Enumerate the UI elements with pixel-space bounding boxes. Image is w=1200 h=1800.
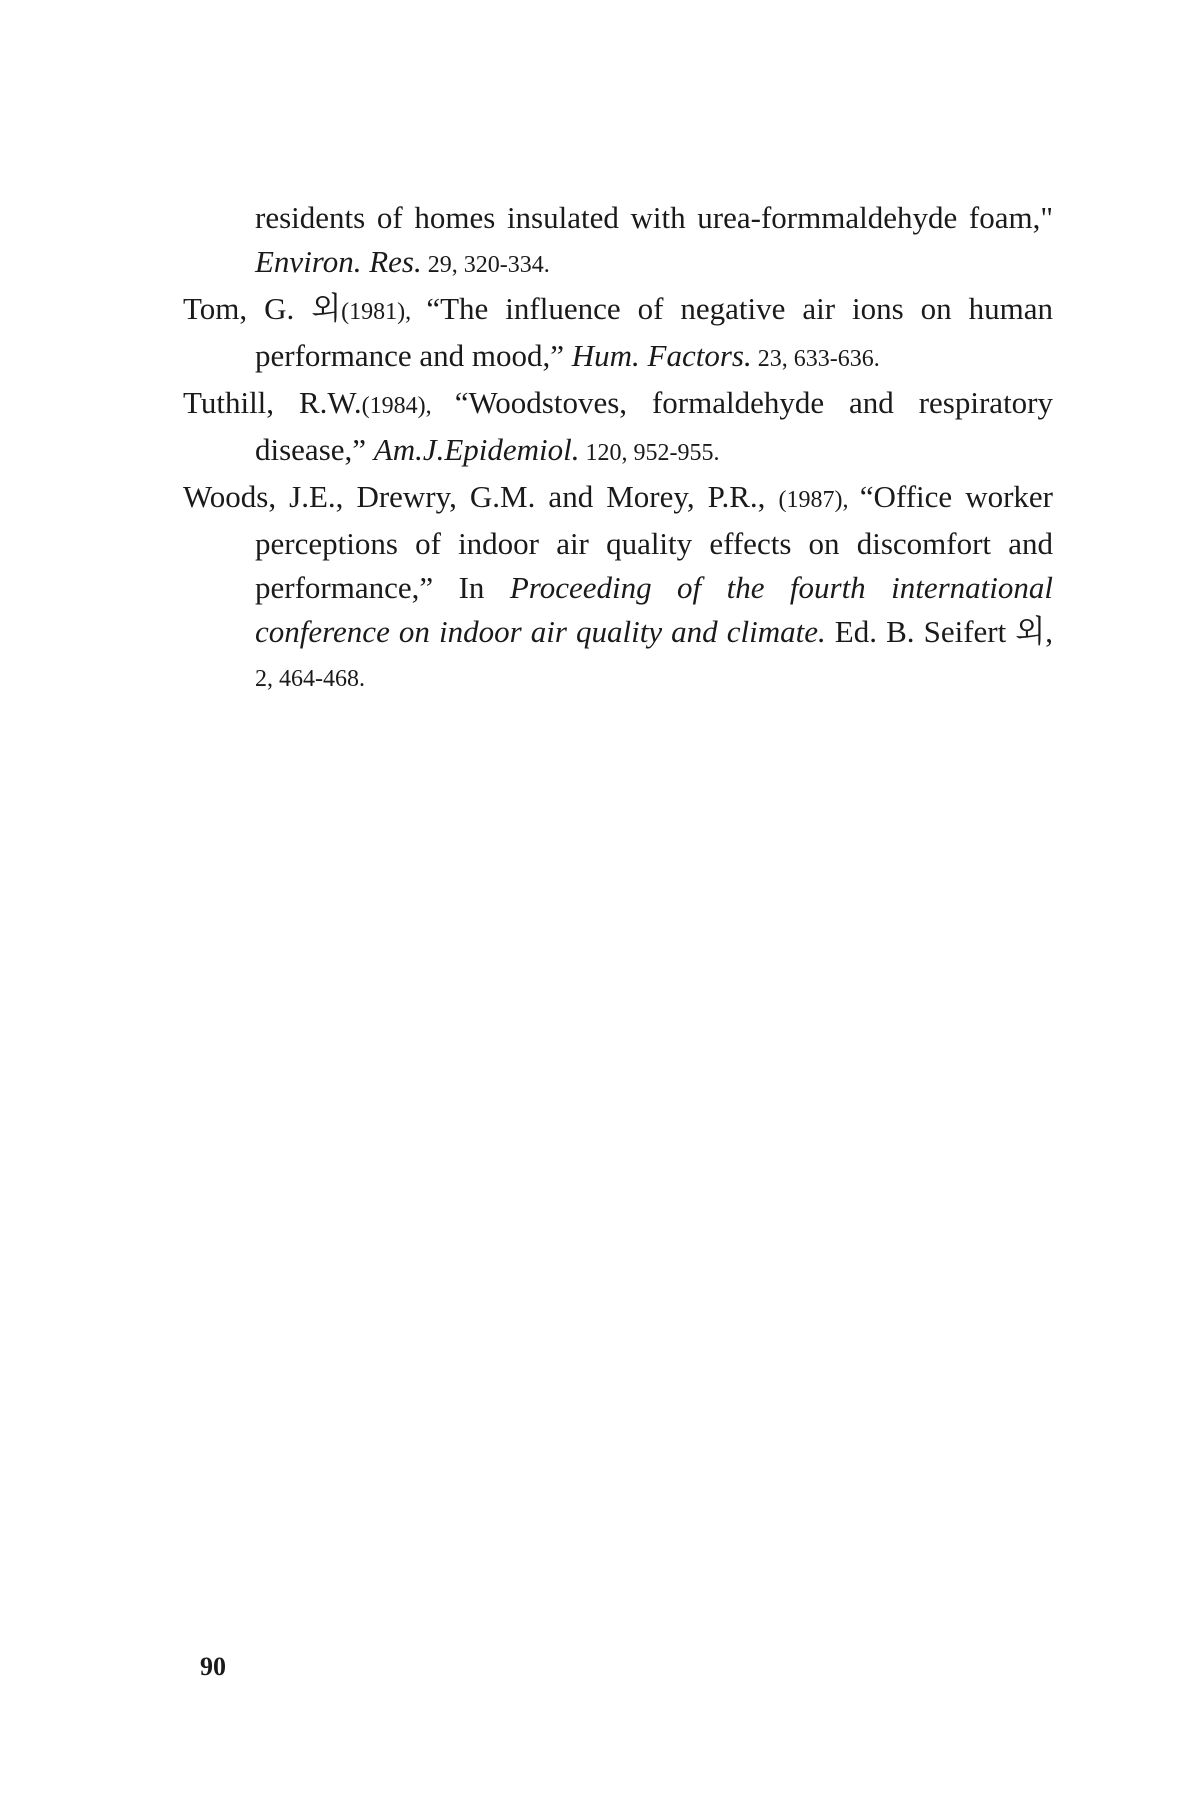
journal-name: Environ. Res. — [255, 244, 422, 279]
reference-authors: Tom, G. 외 — [183, 291, 342, 326]
reference-year: (1987), — [778, 487, 860, 513]
book-title: Proceeding of the fourth international conference on indoor air quality and climate. — [255, 570, 1054, 649]
page-number: 90 — [200, 1652, 226, 1681]
journal-details: 29, 320-334. — [421, 252, 550, 278]
reference-authors: Tuthill, R.W. — [183, 385, 362, 420]
reference-entry-tom — [183, 287, 1053, 381]
reference-list — [183, 196, 1053, 701]
journal-details: 2, 464-468. — [255, 666, 365, 692]
reference-entry-tuthill — [183, 381, 1053, 475]
reference-title: “Woodstoves, formaldehyde and respiratory disease,” — [255, 385, 1054, 467]
reference-authors: Woods, J.E., Drewry, G.M. and Morey, P.R., — [183, 479, 779, 514]
reference-year: (1981), — [341, 299, 427, 325]
journal-name: Am.J.Epidemiol. — [373, 432, 580, 467]
reference-entry-woods — [183, 475, 1053, 701]
journal-name: Hum. Factors. — [571, 338, 752, 373]
journal-details: 23, 633-636. — [751, 346, 880, 372]
reference-title: “Office worker perceptions of indoor air quality effects on discomfort and performance,” In — [255, 479, 1053, 605]
reference-entry-continued — [183, 196, 1053, 287]
journal-details: 120, 952-955. — [579, 440, 720, 466]
reference-title: “The influence of negative air ions on human performance and mood,” — [255, 291, 1053, 373]
reference-year: (1984), — [361, 393, 455, 419]
reference-text: residents of homes insulated with urea-formmaldehyde foam," — [255, 200, 1053, 235]
reference-editor: Ed. B. Seifert 외, — [825, 614, 1053, 649]
